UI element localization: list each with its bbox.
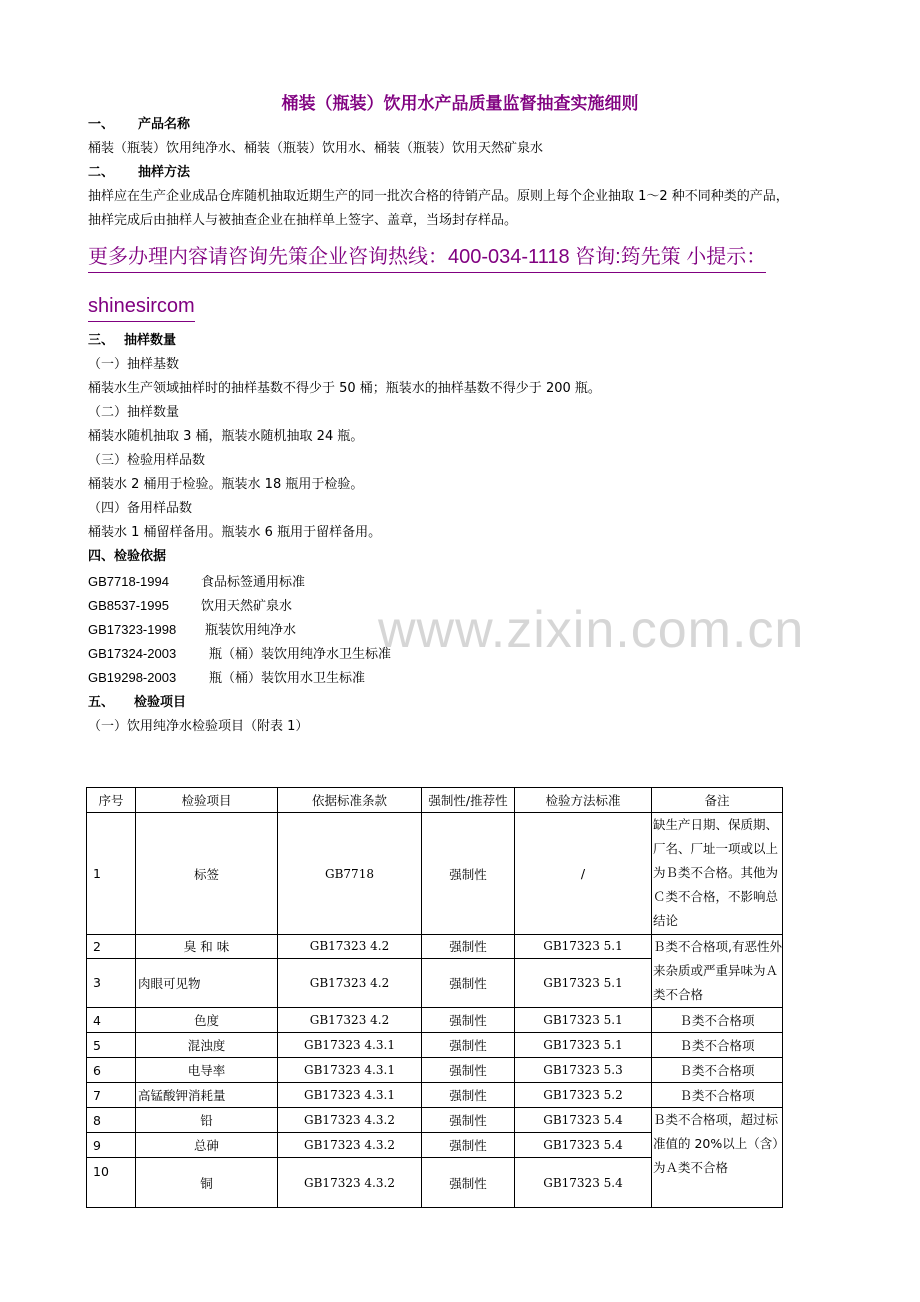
requirement-type: 强制性 bbox=[422, 958, 515, 1007]
standard-item bbox=[88, 598, 292, 615]
row-number: 4 bbox=[87, 1008, 136, 1033]
requirement-type: 强制性 bbox=[422, 1083, 515, 1108]
standard-clause: GB17323 4.2 bbox=[278, 958, 422, 1007]
table-row bbox=[87, 1033, 783, 1058]
table-header-row bbox=[87, 788, 783, 813]
item-name: 铅 bbox=[136, 1108, 278, 1133]
subsection-text: 桶装水生产领域抽样时的抽样基数不得少于 50 桶；瓶装水的抽样基数不得少于 200 瓶。 bbox=[88, 381, 601, 396]
standard-code: GB17324-2003 bbox=[88, 646, 177, 661]
standard-code: GB7718-1994 bbox=[88, 574, 169, 589]
requirement-type: 强制性 bbox=[422, 1158, 515, 1208]
standard-code: GB17323-1998 bbox=[88, 622, 177, 637]
row-number: 5 bbox=[87, 1033, 136, 1058]
method-standard: GB17323 5.2 bbox=[515, 1083, 652, 1108]
requirement-type: 强制性 bbox=[422, 1133, 515, 1158]
item-name: 高锰酸钾消耗量 bbox=[136, 1083, 278, 1108]
promo-line-2[interactable]: shinesircom bbox=[88, 293, 195, 322]
inspection-items-table bbox=[86, 787, 783, 1208]
item-name: 臭 和 味 bbox=[136, 935, 278, 959]
column-header: 依据标准条款 bbox=[278, 788, 422, 813]
column-header: 强制性/推荐性 bbox=[422, 788, 515, 813]
method-standard: GB17323 5.4 bbox=[515, 1158, 652, 1208]
subsection-text: 桶装水 2 桶用于检验。瓶装水 18 瓶用于检验。 bbox=[88, 477, 364, 492]
section-1-text: 桶装（瓶装）饮用纯净水、桶装（瓶装）饮用水、桶装（瓶装）饮用天然矿泉水 bbox=[88, 141, 544, 156]
method-standard: GB17323 5.1 bbox=[515, 1033, 652, 1058]
section-number: 二、 bbox=[88, 165, 115, 180]
subsection-text: 桶装水 1 桶留样备用。瓶装水 6 瓶用于留样备用。 bbox=[88, 525, 382, 540]
subsection-label: （二）抽样数量 bbox=[88, 405, 180, 420]
column-header: 备注 bbox=[652, 788, 783, 813]
standard-code: GB19298-2003 bbox=[88, 670, 177, 685]
remark: Ｂ类不合格项 bbox=[652, 1058, 783, 1083]
table-row bbox=[87, 1083, 783, 1108]
column-header: 检验方法标准 bbox=[515, 788, 652, 813]
section-number: 五、 bbox=[88, 695, 115, 710]
section-title: 抽样方法 bbox=[138, 165, 191, 180]
item-name: 标签 bbox=[136, 813, 278, 935]
standard-clause: GB17323 4.3.1 bbox=[278, 1033, 422, 1058]
item-name: 铜 bbox=[136, 1158, 278, 1208]
row-number: 1 bbox=[87, 813, 136, 935]
section-5-subheading: （一）饮用纯净水检验项目（附表 1） bbox=[88, 719, 309, 734]
requirement-type: 强制性 bbox=[422, 1008, 515, 1033]
remark: Ｂ类不合格项 bbox=[652, 1033, 783, 1058]
row-number: 2 bbox=[87, 935, 136, 959]
requirement-type: 强制性 bbox=[422, 935, 515, 959]
standard-clause: GB7718 bbox=[278, 813, 422, 935]
standard-code: GB8537-1995 bbox=[88, 598, 169, 613]
standard-item bbox=[88, 670, 365, 687]
remark: Ｂ类不合格项 bbox=[652, 1008, 783, 1033]
table-row bbox=[87, 813, 783, 935]
section-title: 检验项目 bbox=[134, 695, 187, 710]
remark: 缺生产日期、保质期、厂名、厂址一项或以上为Ｂ类不合格。其他为Ｃ类不合格，不影响总结论 bbox=[652, 813, 783, 935]
requirement-type: 强制性 bbox=[422, 1058, 515, 1083]
method-standard: GB17323 5.4 bbox=[515, 1108, 652, 1133]
section-number: 三、 bbox=[88, 333, 115, 348]
standard-item bbox=[88, 574, 305, 591]
item-name: 混浊度 bbox=[136, 1033, 278, 1058]
row-number: 8 bbox=[87, 1108, 136, 1133]
table-row bbox=[87, 1108, 783, 1133]
method-standard: GB17323 5.1 bbox=[515, 958, 652, 1007]
table-row bbox=[87, 1058, 783, 1083]
standard-name: 饮用天然矿泉水 bbox=[201, 599, 293, 614]
subsection-label: （三）检验用样品数 bbox=[88, 453, 206, 468]
section-3-heading bbox=[88, 333, 176, 349]
item-name: 电导率 bbox=[136, 1058, 278, 1083]
standard-name: 瓶（桶）装饮用水卫生标准 bbox=[209, 671, 366, 686]
row-number: 3 bbox=[87, 958, 136, 1007]
section-1-heading bbox=[88, 117, 190, 133]
section-2-text-1: 抽样应在生产企业成品仓库随机抽取近期生产的同一批次合格的待销产品。原则上每个企业抽取 1～2 种不同种类的产品， bbox=[88, 189, 789, 204]
standard-name: 瓶装饮用纯净水 bbox=[205, 623, 297, 638]
row-number: 9 bbox=[87, 1133, 136, 1158]
table-row bbox=[87, 1008, 783, 1033]
standard-item bbox=[88, 622, 296, 639]
standard-clause: GB17323 4.2 bbox=[278, 1008, 422, 1033]
item-name: 肉眼可见物 bbox=[136, 958, 278, 1007]
section-4-heading: 四、检验依据 bbox=[88, 549, 167, 564]
method-standard: GB17323 5.4 bbox=[515, 1133, 652, 1158]
standard-clause: GB17323 4.3.1 bbox=[278, 1058, 422, 1083]
watermark: www.zixin.com.cn bbox=[378, 601, 805, 659]
method-standard: GB17323 5.1 bbox=[515, 935, 652, 959]
standard-clause: GB17323 4.2 bbox=[278, 935, 422, 959]
requirement-type: 强制性 bbox=[422, 1108, 515, 1133]
subsection-text: 桶装水随机抽取 3 桶，瓶装水随机抽取 24 瓶。 bbox=[88, 429, 364, 444]
standard-clause: GB17323 4.3.2 bbox=[278, 1133, 422, 1158]
section-number: 一、 bbox=[88, 117, 115, 132]
standard-clause: GB17323 4.3.2 bbox=[278, 1108, 422, 1133]
method-standard: GB17323 5.3 bbox=[515, 1058, 652, 1083]
remark: Ｂ类不合格项,有恶性外来杂质或严重异味为Ａ类不合格 bbox=[652, 935, 783, 1008]
standard-item bbox=[88, 646, 391, 663]
item-name: 色度 bbox=[136, 1008, 278, 1033]
promo-line-1[interactable]: 更多办理内容请咨询先策企业咨询热线：400-034-1118 咨询:筠先策 小提示： bbox=[88, 244, 766, 273]
row-number: 10 bbox=[87, 1158, 136, 1208]
section-5-heading bbox=[88, 695, 186, 711]
standard-name: 食品标签通用标准 bbox=[201, 575, 306, 590]
remark: Ｂ类不合格项 bbox=[652, 1083, 783, 1108]
column-header: 序号 bbox=[87, 788, 136, 813]
requirement-type: 强制性 bbox=[422, 813, 515, 935]
document-title: 桶装（瓶装）饮用水产品质量监督抽查实施细则 bbox=[281, 94, 639, 114]
row-number: 6 bbox=[87, 1058, 136, 1083]
requirement-type: 强制性 bbox=[422, 1033, 515, 1058]
method-standard: / bbox=[515, 813, 652, 935]
method-standard: GB17323 5.1 bbox=[515, 1008, 652, 1033]
subsection-label: （一）抽样基数 bbox=[88, 357, 180, 372]
section-title: 产品名称 bbox=[138, 117, 191, 132]
section-2-text-2: 抽样完成后由抽样人与被抽查企业在抽样单上签字、盖章，当场封存样品。 bbox=[88, 213, 518, 228]
subsection-label: （四）备用样品数 bbox=[88, 501, 193, 516]
item-name: 总砷 bbox=[136, 1133, 278, 1158]
section-title: 抽样数量 bbox=[124, 333, 177, 348]
row-number: 7 bbox=[87, 1083, 136, 1108]
section-2-heading bbox=[88, 165, 190, 181]
table-row bbox=[87, 935, 783, 959]
standard-clause: GB17323 4.3.2 bbox=[278, 1158, 422, 1208]
standard-clause: GB17323 4.3.1 bbox=[278, 1083, 422, 1108]
column-header: 检验项目 bbox=[136, 788, 278, 813]
remark: Ｂ类不合格项，超过标准值的 20%以上（含）为Ａ类不合格 bbox=[652, 1108, 783, 1208]
standard-name: 瓶（桶）装饮用纯净水卫生标准 bbox=[209, 647, 392, 662]
